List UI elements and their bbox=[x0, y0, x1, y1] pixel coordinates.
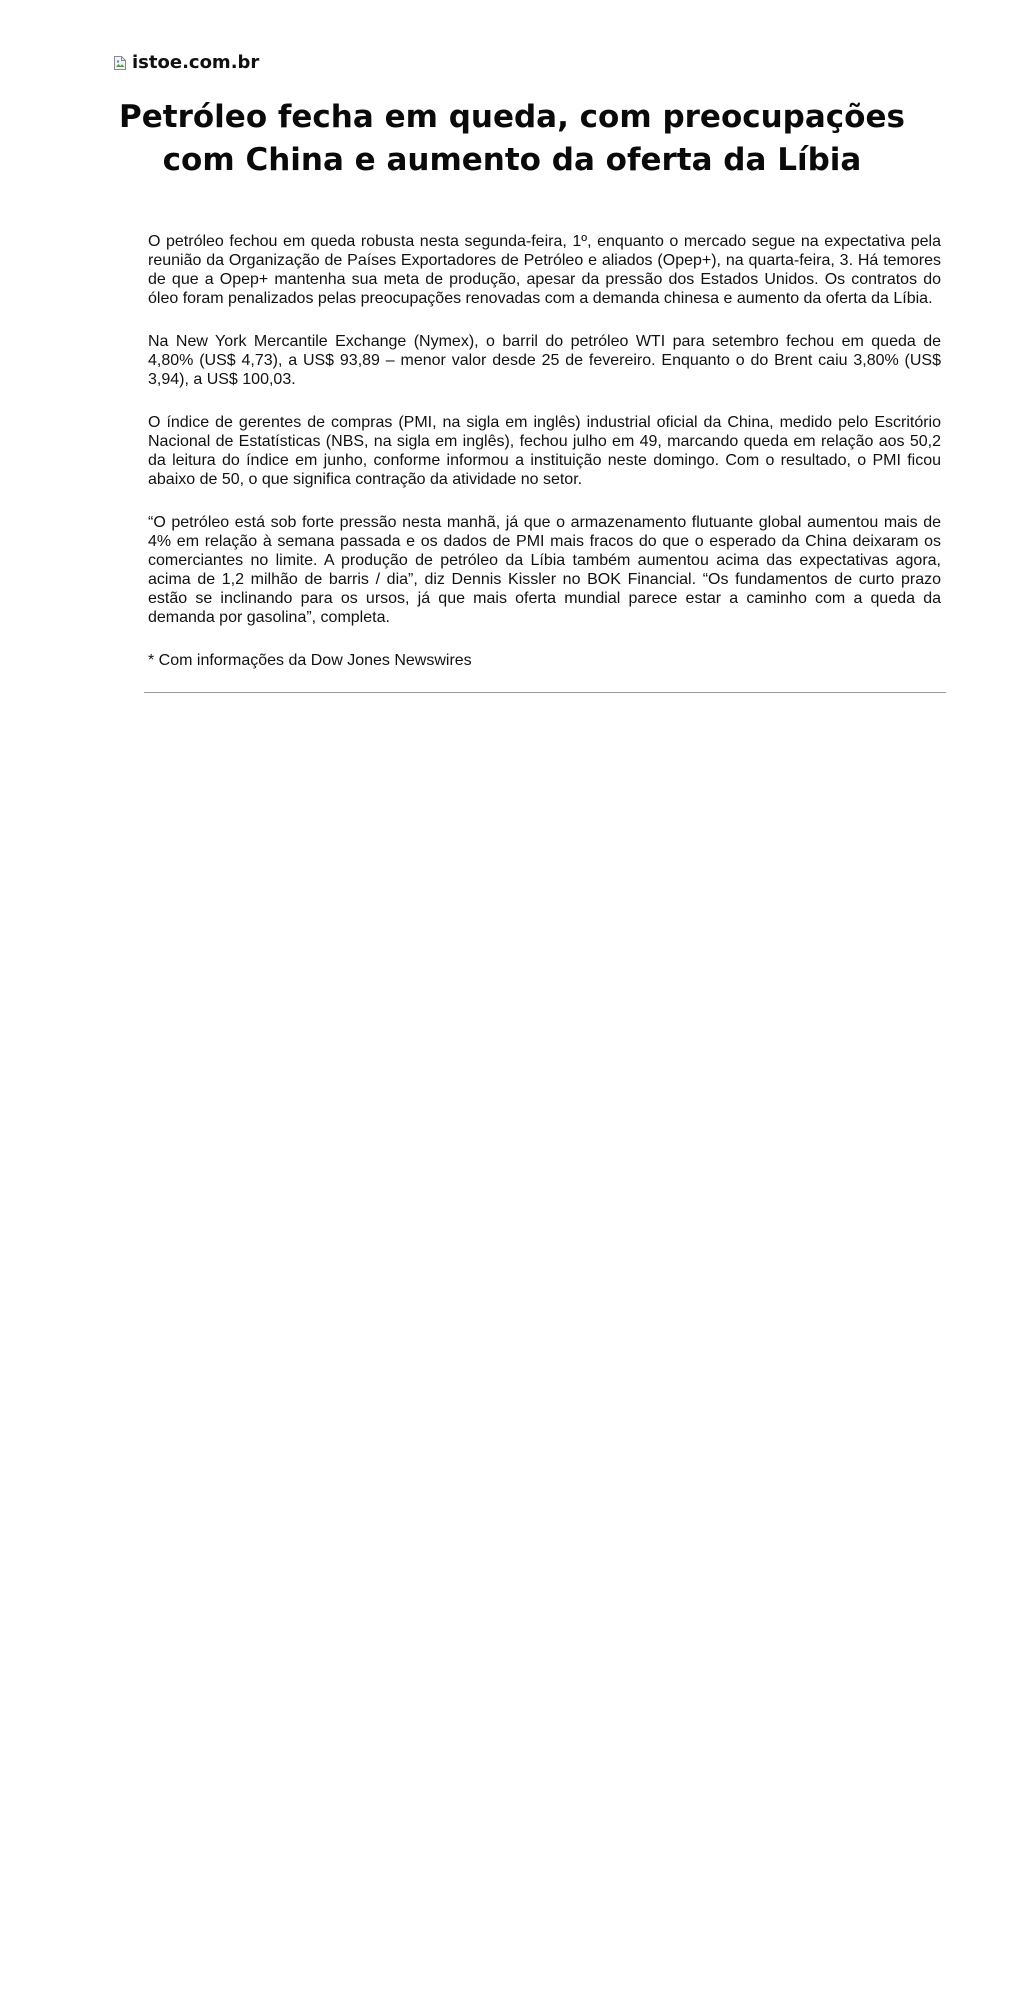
broken-image-icon bbox=[112, 55, 128, 71]
article-paragraph: “O petróleo está sob forte pressão nesta manhã, já que o armazenamento flutuante global aumentou mais de 4% em relação à semana passada e os dados de PMI mais fracos do que o esperado da China deixaram os comerciantes no limite. A produção de petróleo da Líbia também aumentou acima das expectativas agora, acima de 1,2 milhão de barris / dia”, diz Dennis Kissler no BOK Financial. “Os fundamentos de curto prazo estão se inclinando para os ursos, já que mais oferta mundial parece estar a caminho com a queda da demanda por gasolina”, completa. bbox=[148, 514, 941, 626]
article-title: Petróleo fecha em queda, com preocupações com China e aumento da oferta da Líbia bbox=[119, 99, 905, 178]
article-credit: * Com informações da Dow Jones Newswires bbox=[148, 652, 472, 669]
article-paragraph: O petróleo fechou em queda robusta nesta segunda-feira, 1º, enquanto o mercado segue na expectativa pela reunião da Organização de Países Exportadores de Petróleo e aliados (Opep+), na quarta-feira, 3. Há temores de que a Opep+ mantenha sua meta de produção, apesar da pressão dos Estados Unidos. Os contratos do óleo foram penalizados pelas preocupações renovadas com a demanda chinesa e aumento da oferta da Líbia. bbox=[148, 233, 941, 307]
article-body bbox=[148, 232, 941, 670]
article-paragraph: O índice de gerentes de compras (PMI, na sigla em inglês) industrial oficial da China, medido pelo Escritório Nacional de Estatísticas (NBS, na sigla em inglês), fechou julho em 49, marcando queda em relação aos 50,2 da leitura do índice em junho, conforme informou a instituição neste domingo. Com o resultado, o PMI ficou abaixo de 50, o que significa contração da atividade no setor. bbox=[148, 414, 941, 488]
site-name: istoe.com.br bbox=[132, 52, 260, 73]
site-header bbox=[112, 52, 259, 74]
article-divider bbox=[144, 692, 946, 693]
article-paragraph: Na New York Mercantile Exchange (Nymex), o barril do petróleo WTI para setembro fechou em queda de 4,80% (US$ 4,73), a US$ 93,89 – menor valor desde 25 de fevereiro. Enquanto o do Brent caiu 3,80% (US$ 3,94), a US$ 100,03. bbox=[148, 333, 941, 388]
